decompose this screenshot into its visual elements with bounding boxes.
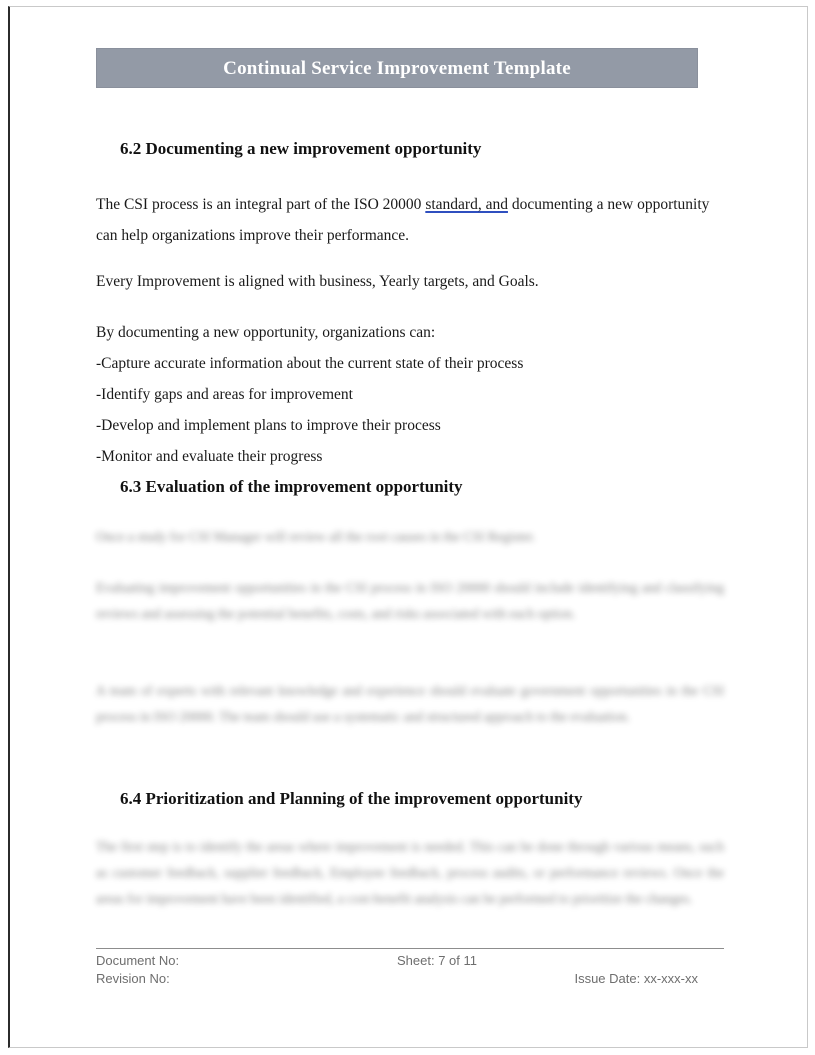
footer-revision-no: Revision No: [96,971,170,986]
footer-sheet-number: Sheet: 7 of 11 [397,953,477,968]
document-title: Continual Service Improvement Template [223,57,571,79]
paragraph-csi-intro-text-after: documenting a new opportunity can help organizations improve their performance. [96,196,710,244]
paragraph-csi-intro-text-before: The CSI process is an integral part of the ISO 20000 [96,196,426,213]
list-intro-text: By documenting a new opportunity, organizations can: [96,324,436,341]
standard-and-link[interactable]: standard, and [425,196,508,213]
page-footer [96,948,724,989]
footer-document-no: Document No: [96,953,180,968]
section-heading-6-3: 6.3 Evaluation of the improvement opportunity [120,477,463,496]
blurred-paragraph-csi-register: Once a study for CSI Manager will review all the root causes in the CSI Register. [96,529,536,544]
blurred-paragraph-evaluating-opportunities: Evaluating improvement opportunities in the CSI process in ISO 20000 should include identifying and classifying reviews and assessing the potential benefits, costs, and risks associated with each option. [96,580,724,621]
footer-divider [96,948,724,949]
section-heading-6-4: 6.4 Prioritization and Planning of the improvement opportunity [120,789,583,808]
section-heading-6-2: 6.2 Documenting a new improvement opportunity [120,139,482,158]
footer-row-second [96,971,724,989]
blurred-paragraph-expert-team: A team of experts with relevant knowledge and experience should evaluate government opportunities in the CSI process in ISO 20000. The team should use a systematic and structured approach to the evaluation. [96,683,724,724]
footer-row-first [96,953,724,971]
list-item: -Capture accurate information about the current state of their process [96,355,524,372]
list-item: -Develop and implement plans to improve their process [96,417,441,434]
document-title-banner [96,48,698,88]
list-item: -Monitor and evaluate their progress [96,448,323,465]
list-item: -Identify gaps and areas for improvement [96,386,353,403]
footer-issue-date: Issue Date: xx-xxx-xx [574,971,698,986]
blurred-paragraph-prioritization: The first step is to identify the areas where improvement is needed. This can be done through various means, such as customer feedback, supplier feedback, Employee feedback, process audits, or performance reviews. Once the areas for improvement have been identified, a cost-benefit analysis can be performed to prioritize the changes. [96,839,724,906]
paragraph-improvement-aligned: Every Improvement is aligned with business, Yearly targets, and Goals. [96,273,539,290]
documenting-benefits-list [96,317,724,472]
paragraph-csi-intro [96,189,724,251]
